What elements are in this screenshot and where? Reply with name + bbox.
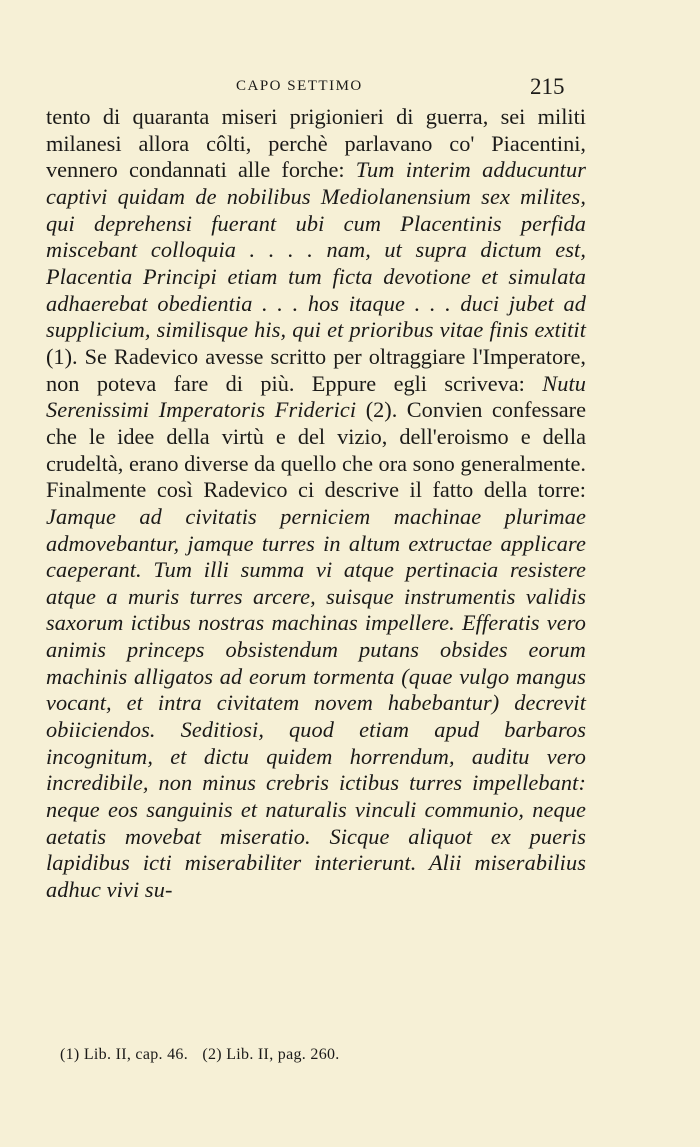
- page-header: [0, 74, 700, 104]
- latin-quotation: Tum interim adducuntur captivi quidam de nobilibus Mediolanensium sex milites, qui deprehensi fuerant ubi cum Placentinis perfida miscebant colloquia . . . . nam, ut supra dictum est, Placentia Principi etiam tum ficta devotione et simulata adhaerebat obedientia . . . hos itaque . . . duci jubet ad supplicium, similisque his, qui et prioribus vitae finis extitit: [46, 157, 586, 343]
- text-segment: (2). Convien confessare che le idee della virtù e del vizio, dell'eroismo e della crudeltà, erano diverse da quello che ora sono generalmente. Finalmente così Radevico ci descrive il fatto della torre:: [46, 397, 586, 503]
- body-paragraph: [46, 104, 586, 904]
- page-number: 215: [530, 74, 565, 99]
- footnote-2: (2) Lib. II, pag. 260.: [202, 1046, 340, 1063]
- footnote-1: (1) Lib. II, cap. 46.: [60, 1046, 189, 1063]
- footnotes: [60, 1046, 580, 1064]
- text-segment: tento di quaranta miseri prigionieri di guerra, sei militi milanesi allora côlti, perchè parlavano co' Piacentini, vennero condannati alle forche:: [46, 104, 586, 183]
- text-segment: (1). Se Radevico avesse scritto per oltraggiare l'Imperatore, non poteva fare di più. Eppure egli scriveva:: [46, 343, 586, 396]
- latin-quotation: Jamque ad civitatis perniciem machinae plurimae admovebantur, jamque turres in altum extructae applicare caeperant. Tum illi summa vi atque pertinacia resistere atque a muris turres arcere, suisque instrumentis validis saxorum ictibus nostras machinas impellere. Efferatis vero animis princeps obsistendum putans obsides eorum machinis alligatos ad eorum tormenta (quae vulgo mangus vocant, et intra civitatem novem habebantur) decrevit obiiciendos. Seditiosi, quod etiam apud barbaros incognitum, et dictu quidem horrendum, auditu vero incredibile, non minus crebris ictibus turres impellebant: neque eos sanguinis et naturalis vinculi communio, neque aetatis movebat miseratio. Sicque aliquot ex pueris lapidibus icti miserabiliter interierunt. Alii miserabilius adhuc vivi su-: [46, 503, 586, 903]
- latin-quotation: Nutu Serenissimi Imperatoris Friderici: [46, 370, 586, 423]
- running-head: CAPO SETTIMO: [236, 78, 363, 94]
